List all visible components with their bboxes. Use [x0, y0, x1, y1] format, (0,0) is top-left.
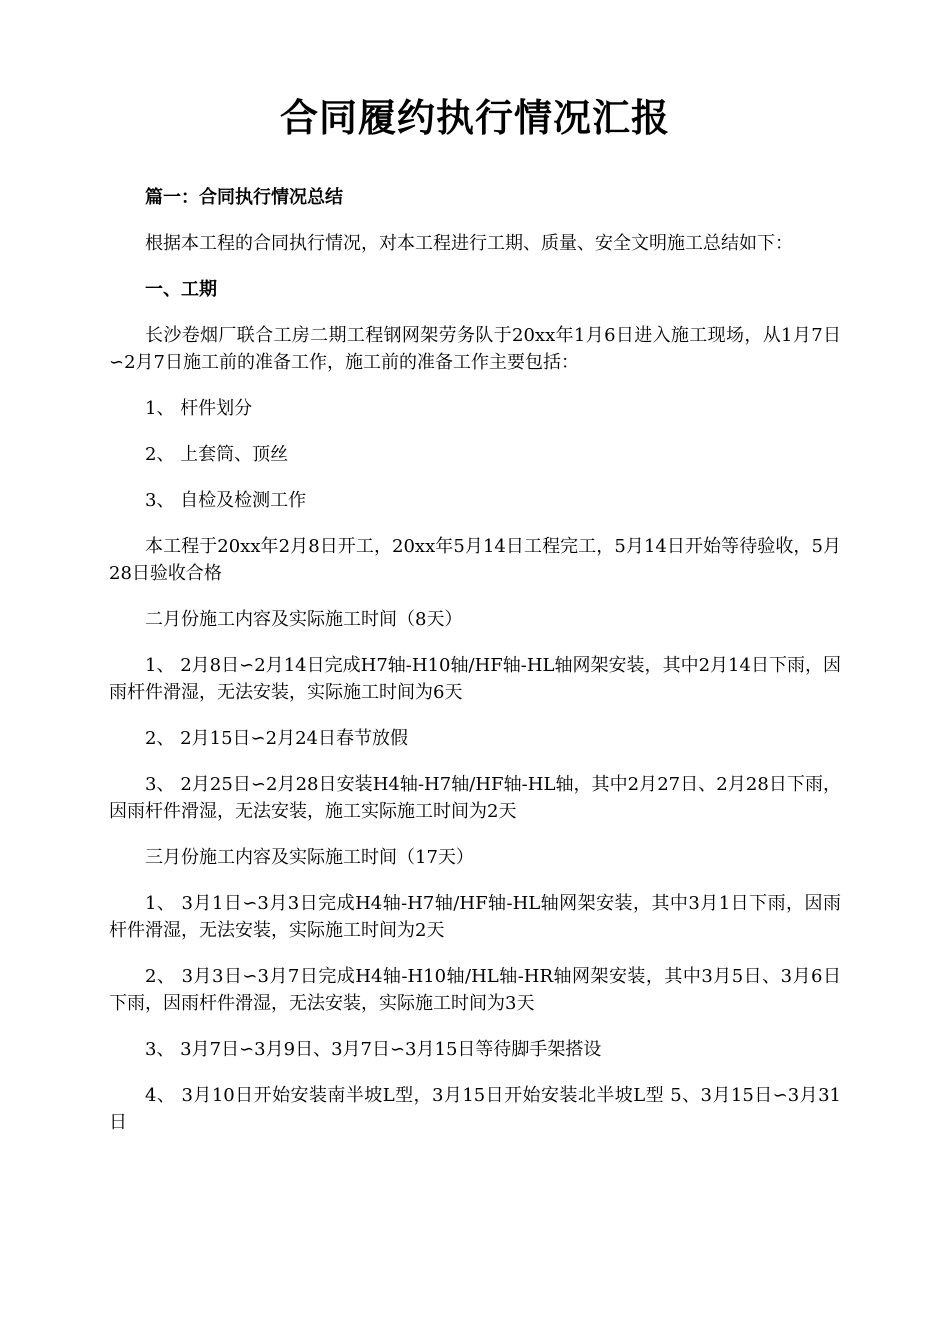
section-heading-chapter-one: 篇一：合同执行情况总结 — [145, 187, 343, 208]
list-item-mar-2: 2、 3月3日∽3月7日完成H4轴-H10轴/HL轴-HR轴网架安装，其中3月5日、3月6日下雨，因雨杆件滑湿，无法安装，实际施工时间为3天 — [109, 966, 841, 1014]
list-item-feb-3: 3、 2月25日∽2月28日安装H4轴-H7轴/HF轴-HL轴，其中2月27日、2月28日下雨，因雨杆件滑湿，无法安装，施工实际施工时间为2天 — [109, 774, 841, 822]
list-item-feb-2: 2、 2月15日∽2月24日春节放假 — [145, 728, 408, 749]
subheading-march: 三月份施工内容及实际施工时间（17天） — [145, 847, 474, 868]
paragraph-start-finish: 本工程于20xx年2月8日开工，20xx年5月14日工程完工，5月14日开始等待验收，5月28日验收合格 — [109, 536, 841, 584]
list-item-prep-1: 1、 杆件划分 — [145, 398, 253, 419]
list-item-prep-2: 2、 上套筒、顶丝 — [145, 444, 289, 465]
subheading-february: 二月份施工内容及实际施工时间（8天） — [145, 609, 463, 630]
list-item-mar-4: 4、 3月10日开始安装南半坡L型，3月15日开始安装北半坡L型 5、3月15日∽3月31日 — [109, 1085, 841, 1133]
document-title: 合同履约执行情况汇报 — [279, 96, 670, 140]
list-item-mar-1: 1、 3月1日∽3月3日完成H4轴-H7轴/HF轴-HL轴网架安装，其中3月1日下雨，因雨杆件滑湿，无法安装，实际施工时间为2天 — [109, 893, 841, 941]
document-body — [109, 184, 841, 1155]
list-item-prep-3: 3、 自检及检测工作 — [145, 490, 307, 511]
section-heading-schedule: 一、工期 — [145, 279, 217, 300]
list-item-feb-1: 1、 2月8日∽2月14日完成H7轴-H10轴/HF轴-HL轴网架安装，其中2月14日下雨，因雨杆件滑湿，无法安装，实际施工时间为6天 — [109, 655, 841, 703]
list-item-mar-3: 3、 3月7日∽3月9日、3月7日∽3月15日等待脚手架搭设 — [145, 1039, 602, 1060]
intro-paragraph: 根据本工程的合同执行情况，对本工程进行工期、质量、安全文明施工总结如下： — [145, 233, 793, 254]
paragraph-site-entry: 长沙卷烟厂联合工房二期工程钢网架劳务队于20xx年1月6日进入施工现场，从1月7日∽2月7日施工前的准备工作，施工前的准备工作主要包括： — [109, 325, 841, 373]
